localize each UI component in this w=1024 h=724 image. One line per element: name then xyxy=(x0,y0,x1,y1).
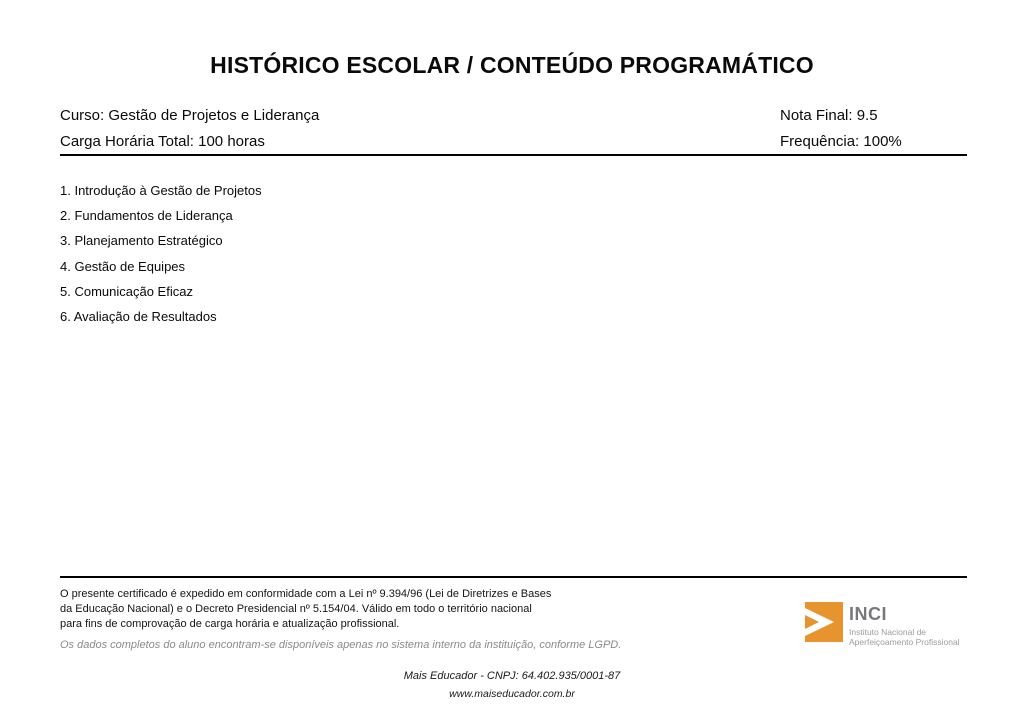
footer-website: www.maiseducador.com.br xyxy=(449,688,575,700)
logo-subtitle-line: Instituto Nacional de xyxy=(849,627,927,637)
module-item: 2. Fundamentos de Liderança xyxy=(60,208,233,224)
footer xyxy=(0,670,1024,700)
legal-line: da Educação Nacional) e o Decreto Presidencial nº 5.154/04. Válido em todo o território nacional xyxy=(60,603,532,615)
module-item: 5. Comunicação Eficaz xyxy=(60,283,193,299)
legal-line: O presente certificado é expedido em conformidade com a Lei nº 9.394/96 (Lei de Diretrizes e Bases xyxy=(60,588,552,600)
final-grade: Nota Final: 9.5 xyxy=(780,107,878,124)
course-total-hours: Carga Horária Total: 100 horas xyxy=(60,133,265,150)
footer-divider xyxy=(60,576,967,578)
inci-play-icon xyxy=(805,602,843,642)
module-item: 6. Avaliação de Resultados xyxy=(60,309,217,325)
module-list xyxy=(60,178,262,329)
lgpd-note: Os dados completos do aluno encontram-se disponíveis apenas no sistema interno da instituição, conforme LGPD. xyxy=(60,639,622,651)
module-item: 3. Planejamento Estratégico xyxy=(60,233,223,249)
logo-name: INCI xyxy=(849,604,887,624)
logo-subtitle-line: Aperfeiçoamento Profissional xyxy=(849,637,960,647)
module-item: 1. Introdução à Gestão de Projetos xyxy=(60,183,262,198)
course-name: Curso: Gestão de Projetos e Liderança xyxy=(60,107,320,124)
attendance-rate: Frequência: 100% xyxy=(780,133,902,150)
legal-text xyxy=(60,587,551,632)
module-item: 4. Gestão de Equipes xyxy=(60,258,186,274)
inci-logo xyxy=(805,602,960,647)
header-divider xyxy=(60,154,967,156)
inci-logo-text xyxy=(849,605,960,647)
legal-line: para fins de comprovação de carga horária e atualização profissional. xyxy=(60,618,400,630)
document-title: HISTÓRICO ESCOLAR / CONTEÚDO PROGRAMÁTICO xyxy=(210,52,814,78)
logo-subtitle xyxy=(849,627,960,647)
footer-company-cnpj: Mais Educador - CNPJ: 64.402.935/0001-87 xyxy=(403,670,621,682)
